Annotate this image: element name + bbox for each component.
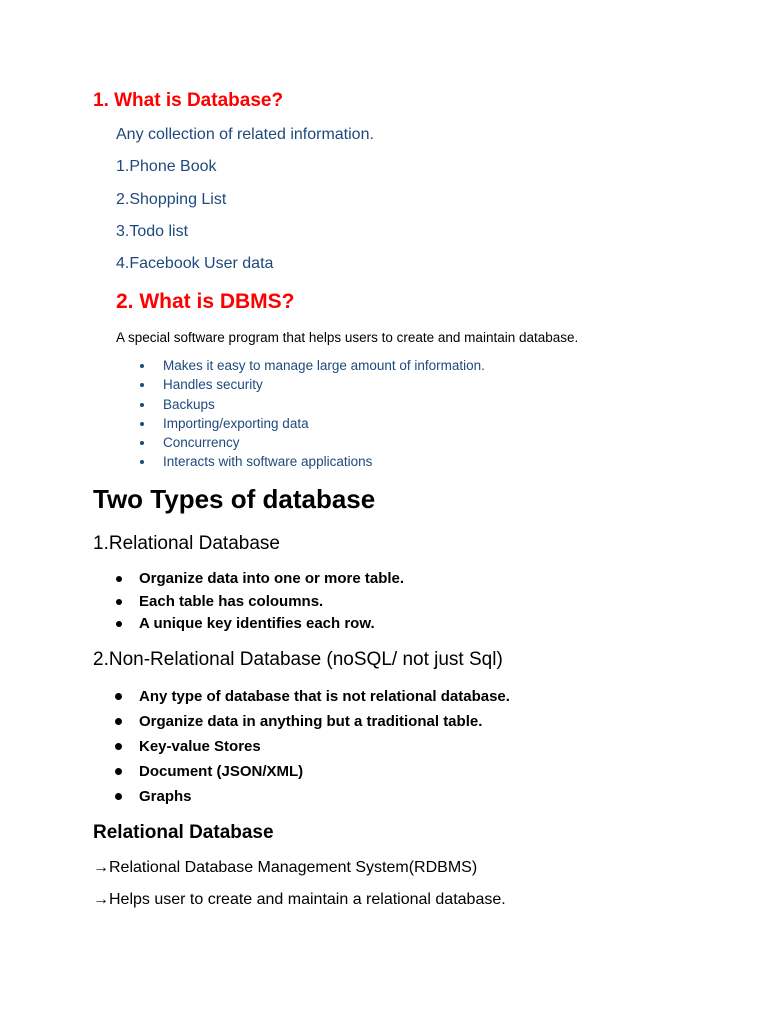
heading-what-is-database: 1. What is Database? <box>93 90 284 111</box>
non-relational-bullet: Organize data in anything but a traditional table. <box>139 713 482 730</box>
bullet-dot-icon <box>115 743 122 750</box>
bullet-dot-icon <box>115 718 122 725</box>
bullet-dot-icon <box>115 693 122 700</box>
heading-what-is-dbms: 2. What is DBMS? <box>116 290 295 313</box>
heading-non-relational-database: 2.Non-Relational Database (noSQL/ not just Sql) <box>93 649 503 670</box>
example-item: 1.Phone Book <box>116 158 217 175</box>
bullet-dot-icon <box>115 793 122 800</box>
bullet-dot-icon <box>116 599 122 605</box>
bullet-dot-icon <box>140 441 144 445</box>
bullet-dot-icon <box>140 364 144 368</box>
bullet-dot-icon <box>115 768 122 775</box>
dbms-bullet: Importing/exporting data <box>163 416 309 431</box>
dbms-bullet: Interacts with software applications <box>163 454 372 469</box>
relational-bullet: Organize data into one or more table. <box>139 570 404 587</box>
rdbms-line: →Relational Database Management System(RDBMS) <box>93 859 478 876</box>
rdbms-line: →Helps user to create and maintain a relational database. <box>93 891 506 908</box>
bullet-dot-icon <box>140 422 144 426</box>
non-relational-bullet: Any type of database that is not relational database. <box>139 688 510 705</box>
right-arrow-icon: → <box>93 859 109 876</box>
non-relational-bullet: Document (JSON/XML) <box>139 763 303 780</box>
non-relational-bullet: Graphs <box>139 788 192 805</box>
title-two-types: Two Types of database <box>93 484 376 514</box>
dbms-bullet: Backups <box>163 397 215 412</box>
bullet-dot-icon <box>140 383 144 387</box>
relational-bullet: A unique key identifies each row. <box>139 615 375 632</box>
example-item: 3.Todo list <box>116 223 189 240</box>
heading-relational-database: 1.Relational Database <box>93 533 280 554</box>
non-relational-bullet: Key-value Stores <box>139 738 261 755</box>
dbms-bullet: Makes it easy to manage large amount of information. <box>163 358 485 373</box>
right-arrow-icon: → <box>93 891 109 908</box>
relational-bullet: Each table has coloumns. <box>139 593 323 610</box>
example-item: 2.Shopping List <box>116 191 227 208</box>
bullet-dot-icon <box>116 576 122 582</box>
example-item: 4.Facebook User data <box>116 255 274 272</box>
dbms-definition: A special software program that helps users to create and maintain database. <box>116 330 579 345</box>
heading-relational-database-section: Relational Database <box>93 822 274 843</box>
dbms-bullet: Concurrency <box>163 435 240 450</box>
bullet-dot-icon <box>116 621 122 627</box>
bullet-dot-icon <box>140 403 144 407</box>
database-definition: Any collection of related information. <box>116 126 374 143</box>
bullet-dot-icon <box>140 460 144 464</box>
dbms-bullet: Handles security <box>163 377 263 392</box>
